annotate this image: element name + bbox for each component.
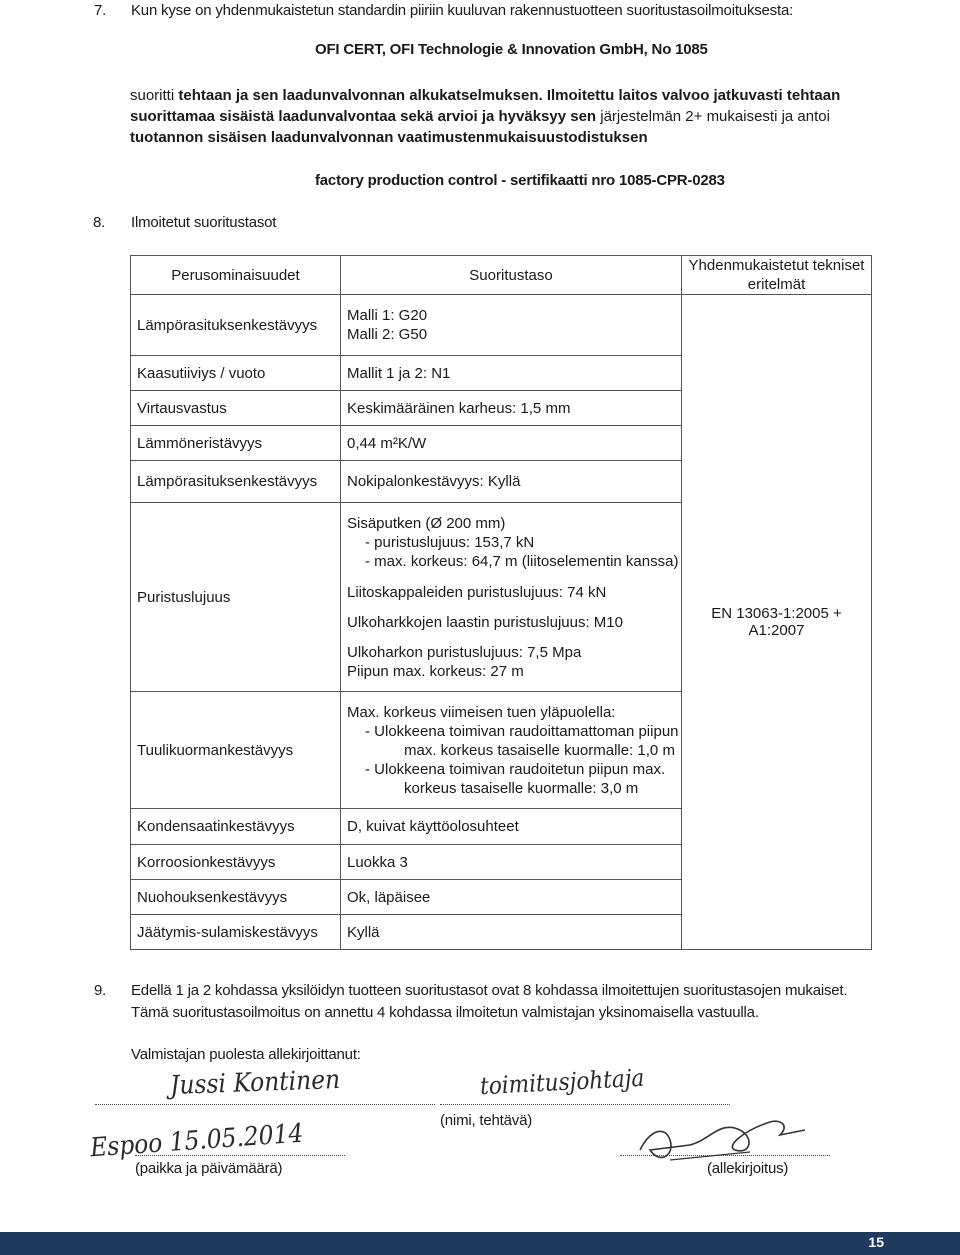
title-dotted-line — [440, 1104, 730, 1105]
row-characteristic: Nuohouksenkestävyys — [131, 880, 341, 915]
row-performance — [341, 295, 682, 356]
row-characteristic: Tuulikuormankestävyys — [131, 692, 341, 809]
table-row — [131, 295, 872, 356]
header-spec — [682, 256, 872, 295]
performance-line: Ulkoharkon puristuslujuus: 7,5 Mpa — [347, 643, 582, 661]
row-performance: 0,44 m²K/W — [341, 426, 682, 461]
row-performance: Ok, läpäisee — [341, 880, 682, 915]
signed-for-label: Valmistajan puolesta allekirjoittanut: — [131, 1046, 361, 1063]
row-characteristic: Virtausvastus — [131, 391, 341, 426]
harmonised-spec-cell: EN 13063-1:2005 + A1:2007 — [682, 295, 872, 950]
performance-line: - max. korkeus: 64,7 m (liitoselementin kanssa) — [365, 552, 679, 570]
section-7-number: 7. — [94, 2, 107, 19]
handwritten-place-date: Espoo 15.05.2014 — [89, 1118, 305, 1164]
table-header-row — [131, 256, 872, 295]
header-performance: Suoritustaso — [341, 256, 682, 295]
section-8-heading: Ilmoitetut suoritustasot — [131, 214, 277, 231]
section-8-number: 8. — [93, 214, 106, 231]
section-7-heading: Kun kyse on yhdenmukaistetun standardin piiriin kuuluvan rakennustuotteen suoritustasoilmoituksesta: — [131, 2, 794, 19]
section-9-line: Tämä suoritustasoilmoitus on annettu 4 kohdassa ilmoitetun valmistajan yksinomaisella vastuulla. — [131, 1004, 759, 1021]
row-performance: Kyllä — [341, 915, 682, 950]
section-9-line: Edellä 1 ja 2 kohdassa yksilöidyn tuotteen suoritustasot ovat 8 kohdassa ilmoitettujen suoritustasojen mukaiset. — [131, 982, 848, 999]
row-characteristic: Kaasutiiviys / vuoto — [131, 356, 341, 391]
performance-line: Malli 2: G50 — [347, 326, 428, 343]
name-dotted-line — [95, 1104, 435, 1105]
page-number: 15 — [868, 1234, 884, 1250]
performance-line: Piipun max. korkeus: 27 m — [347, 662, 524, 680]
date-caption: (paikka ja päivämäärä) — [135, 1160, 283, 1177]
performance-line: Max. korkeus viimeisen tuen yläpuolella: — [347, 703, 616, 721]
row-characteristic: Puristuslujuus — [131, 503, 341, 692]
section-7-body — [130, 85, 850, 148]
row-characteristic: Kondensaatinkestävyys — [131, 809, 341, 845]
header-characteristics: Perusominaisuudet — [131, 256, 341, 295]
row-characteristic: Korroosionkestävyys — [131, 845, 341, 880]
row-performance — [341, 692, 682, 809]
row-performance: Mallit 1 ja 2: N1 — [341, 356, 682, 391]
body-text-bold: tuotannon sisäisen laadunvalvonnan vaatimustenmukaisuustodistuksen — [130, 129, 648, 146]
performance-line: Liitoskappaleiden puristuslujuus: 74 kN — [347, 583, 607, 601]
performance-line: Malli 1: G20 — [347, 307, 428, 324]
handwritten-title: toimitusjohtaja — [479, 1063, 645, 1101]
performance-line: - puristuslujuus: 153,7 kN — [365, 533, 535, 551]
row-characteristic: Lämpörasituksenkestävyys — [131, 295, 341, 356]
row-performance — [341, 503, 682, 692]
row-performance: Keskimääräinen karheus: 1,5 mm — [341, 391, 682, 426]
header-spec-line: eritelmät — [747, 276, 806, 293]
performance-line: - Ulokkeena toimivan raudoittamattoman piipun — [365, 722, 679, 740]
body-text: järjestelmän 2+ mukaisesti ja antoi — [596, 108, 830, 125]
performance-line: max. korkeus tasaiselle kuormalle: 1,0 m — [404, 741, 675, 759]
handwritten-name: Jussi Kontinen — [169, 1065, 341, 1101]
performance-line: - Ulokkeena toimivan raudoitetun piipun max. — [365, 760, 666, 778]
row-performance: D, kuivat käyttöolosuhteet — [341, 809, 682, 845]
notified-body-name: OFI CERT, OFI Technologie & Innovation GmbH, No 1085 — [315, 41, 708, 58]
name-caption: (nimi, tehtävä) — [440, 1112, 533, 1129]
row-performance: Nokipalonkestävyys: Kyllä — [341, 461, 682, 503]
performance-line: Ulkoharkkojen laastin puristuslujuus: M10 — [347, 613, 623, 631]
row-characteristic: Lämmöneristävyys — [131, 426, 341, 461]
body-text-bold: tehtaan ja sen laadunvalvonnan alkukatselmuksen. Ilmoitettu laitos valvoo jatkuvasti tehtaan suorittamaa sisäistä laadunvalvontaa sekä arvioi ja hyväksyy sen — [130, 87, 841, 125]
row-performance: Luokka 3 — [341, 845, 682, 880]
body-text: suoritti — [130, 87, 179, 104]
certificate-number: factory production control - sertifikaatti nro 1085-CPR-0283 — [315, 172, 725, 189]
row-characteristic: Jäätymis-sulamiskestävyys — [131, 915, 341, 950]
footer-bar — [0, 1232, 960, 1255]
header-spec-line: Yhdenmukaistetut tekniset — [688, 257, 865, 274]
performance-line: korkeus tasaiselle kuormalle: 3,0 m — [404, 779, 639, 797]
signature-caption: (allekirjoitus) — [707, 1160, 789, 1177]
row-characteristic: Lämpörasituksenkestävyys — [131, 461, 341, 503]
performance-table — [130, 255, 872, 950]
performance-line: Sisäputken (Ø 200 mm) — [347, 514, 506, 532]
section-9-number: 9. — [94, 982, 107, 999]
